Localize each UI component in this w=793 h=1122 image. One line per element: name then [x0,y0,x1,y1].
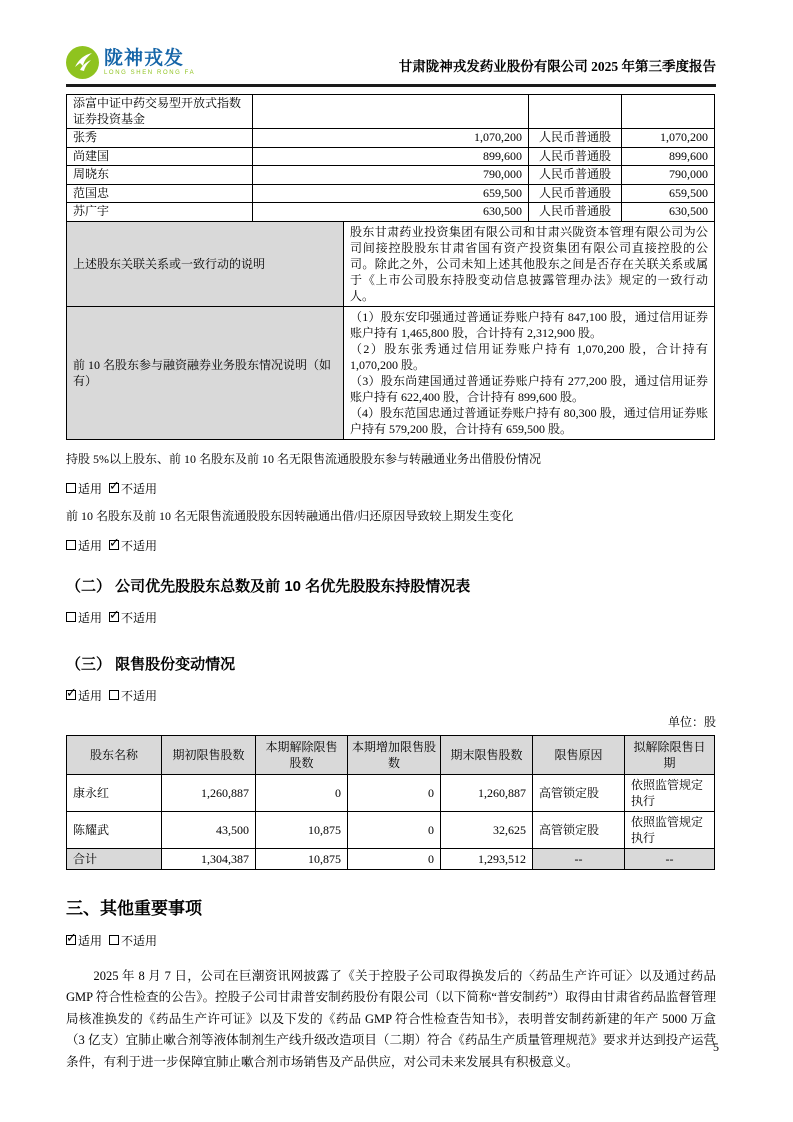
section-preferred-title: （二） 公司优先股股东总数及前 10 名优先股股东持股情况表 [66,577,471,595]
holder-qty: 899,600 [253,147,529,166]
holder-name: 尚建国 [67,147,253,166]
logo-text-en: LONG SHEN RONG FA [104,70,196,76]
holder-qty: 659,500 [253,184,529,203]
not-applicable-label: 不适用 [121,688,158,703]
margin-item: （3）股东尚建国通过普通证券账户持有 277,200 股，通过信用证券账户持有 622,400 股，合计持有 899,600 股。 [350,373,708,404]
qty-cell: 0 [348,774,441,811]
report-title: 甘肃陇神戎发药业股份有限公司 2025 年第三季度报告 [398,59,716,74]
reason-cell: 高管锁定股 [533,811,625,848]
preferred-applicability [66,609,716,626]
margin-item: （1）股东安印强通过普通证券账户持有 847,100 股，通过信用证券账户持有 1,465,800 股，合计持有 2,312,900 股。 [350,309,708,340]
holder-name: 苏广宇 [67,203,253,222]
table-row [67,184,715,203]
logo-text [104,49,195,76]
table-row [67,811,715,848]
qty-cell: 32,625 [441,811,533,848]
table-total-row [67,848,715,869]
total-label: 合计 [67,848,162,869]
checkbox-unchecked-icon [66,612,76,622]
logo-bird-icon [66,46,99,79]
page-header [66,0,716,79]
release-date-cell: 依照监管规定执行 [625,811,715,848]
table-row [67,221,715,306]
applicable-label: 适用 [78,538,103,553]
margin-label-cell: 前 10 名股东参与融资融券业务股东情况说明（如有） [67,306,344,439]
other-applicability [66,932,716,949]
reason-cell: 高管锁定股 [533,774,625,811]
checkbox-unchecked-icon [66,483,76,493]
restricted-shares-table [66,735,715,870]
not-applicable-label: 不适用 [121,933,158,948]
relation-label-cell: 上述股东关联关系或一致行动的说明 [67,221,344,306]
fund-qty2-cell [622,95,715,129]
table-row [67,774,715,811]
lend-applicability [66,480,716,497]
table-row [67,129,715,148]
qty-cell: 1,260,887 [162,774,256,811]
col-header: 本期解除限售股数 [256,735,348,774]
fund-type-cell [529,95,622,129]
holder-type: 人民币普通股 [529,129,622,148]
holder-qty: 790,000 [253,166,529,185]
checkbox-checked-icon [109,540,119,550]
relation-text-cell: 股东甘肃药业投资集团有限公司和甘肃兴陇资本管理有限公司为公司间接控股股东甘肃省国有资产投资集团有限公司直接控股的公司。除此之外，公司未知上述其他股东之间是否存在关联关系或属于《上市公司股东持股变动信息披露管理办法》规定的一致行动人。 [344,221,715,306]
release-date-cell: 依照监管规定执行 [625,774,715,811]
top-shareholders-table [66,94,715,440]
holder-qty2: 899,600 [622,147,715,166]
change-note: 前 10 名股东及前 10 名无限售流通股股东因转融通出借/归还原因导致较上期发生变化 [66,508,514,523]
fund-name-cell: 添富中证中药交易型开放式指数证券投资基金 [67,95,253,129]
holder-name: 范国忠 [67,184,253,203]
checkbox-checked-icon [66,935,76,945]
fund-qty-cell [253,95,529,129]
qty-cell: 0 [348,811,441,848]
holder-type: 人民币普通股 [529,203,622,222]
checkbox-checked-icon [109,612,119,622]
col-header: 限售原因 [533,735,625,774]
change-applicability [66,537,716,554]
table-row [67,95,715,129]
header-divider [66,84,716,87]
checkbox-checked-icon [109,483,119,493]
other-matters-paragraph: 2025 年 8 月 7 日，公司在巨潮资讯网披露了《关于控股子公司取得换发后的〈药品生产许可证〉以及通过药品 GMP 符合性检查的公告》。控股子公司甘肃普安制药股份有限公司（以下简称“普安制药”）取得由甘肃省药品监督管理局核准换发的《药品生产许可证》以及下发的《药品 GMP 符合性检查告知书》，表明普安制药新建的年产 5000 万盒（3 亿支）宜肺止嗽合剂等液体制剂生产线升级改造项目（二期）符合《药品生产质量管理规范》要求并达到投产运营条件，有利于进一步保障宜肺止嗽合剂市场销售及产品供应，对公司未来发展具有积极意义。 [66,968,716,1069]
qty-cell: 10,875 [256,811,348,848]
checkbox-unchecked-icon [66,540,76,550]
col-header: 期末限售股数 [441,735,533,774]
margin-item: （4）股东范国忠通过普通证券账户持有 80,300 股，通过信用证券账户持有 579,200 股，合计持有 659,500 股。 [350,405,708,436]
holder-qty2: 1,070,200 [622,129,715,148]
qty-cell: 43,500 [162,811,256,848]
checkbox-unchecked-icon [109,935,119,945]
holder-name: 康永红 [67,774,162,811]
table-row [67,147,715,166]
holder-qty: 630,500 [253,203,529,222]
company-logo [66,46,195,79]
not-applicable-label: 不适用 [121,538,158,553]
holder-name: 周晓东 [67,166,253,185]
qty-cell: 1,293,512 [441,848,533,869]
applicable-label: 适用 [78,688,103,703]
reason-cell: -- [533,848,625,869]
holder-type: 人民币普通股 [529,147,622,166]
margin-item: （2）股东张秀通过信用证券账户持有 1,070,200 股，合计持有 1,070,200 股。 [350,341,708,372]
applicable-label: 适用 [78,933,103,948]
holder-type: 人民币普通股 [529,166,622,185]
logo-text-cn: 陇神戎发 [104,48,185,69]
page-number: 5 [713,1040,719,1054]
unit-label: 单位：股 [667,714,716,729]
qty-cell: 1,260,887 [441,774,533,811]
col-header: 股东名称 [67,735,162,774]
qty-cell: 1,304,387 [162,848,256,869]
not-applicable-label: 不适用 [121,481,158,496]
holder-qty2: 659,500 [622,184,715,203]
qty-cell: 10,875 [256,848,348,869]
checkbox-unchecked-icon [109,690,119,700]
holder-name: 张秀 [67,129,253,148]
not-applicable-label: 不适用 [121,610,158,625]
col-header: 本期增加限售股数 [348,735,441,774]
table-row [67,306,715,439]
checkbox-checked-icon [66,690,76,700]
section-restricted-title: （三） 限售股份变动情况 [66,655,236,673]
section-other-title: 三、其他重要事项 [66,898,202,918]
col-header: 拟解除限售日期 [625,735,715,774]
holder-name: 陈耀武 [67,811,162,848]
release-date-cell: -- [625,848,715,869]
applicable-label: 适用 [78,481,103,496]
lend-note: 持股 5%以上股东、前 10 名股东及前 10 名无限售流通股股东参与转融通业务出借股份情况 [66,451,541,466]
qty-cell: 0 [256,774,348,811]
holder-qty: 1,070,200 [253,129,529,148]
qty-cell: 0 [348,848,441,869]
table-row [67,166,715,185]
holder-qty2: 790,000 [622,166,715,185]
margin-text-cell [344,306,715,439]
holder-qty2: 630,500 [622,203,715,222]
holder-type: 人民币普通股 [529,184,622,203]
restricted-applicability [66,687,716,704]
col-header: 期初限售股数 [162,735,256,774]
table-header-row [67,735,715,774]
table-row [67,203,715,222]
applicable-label: 适用 [78,610,103,625]
